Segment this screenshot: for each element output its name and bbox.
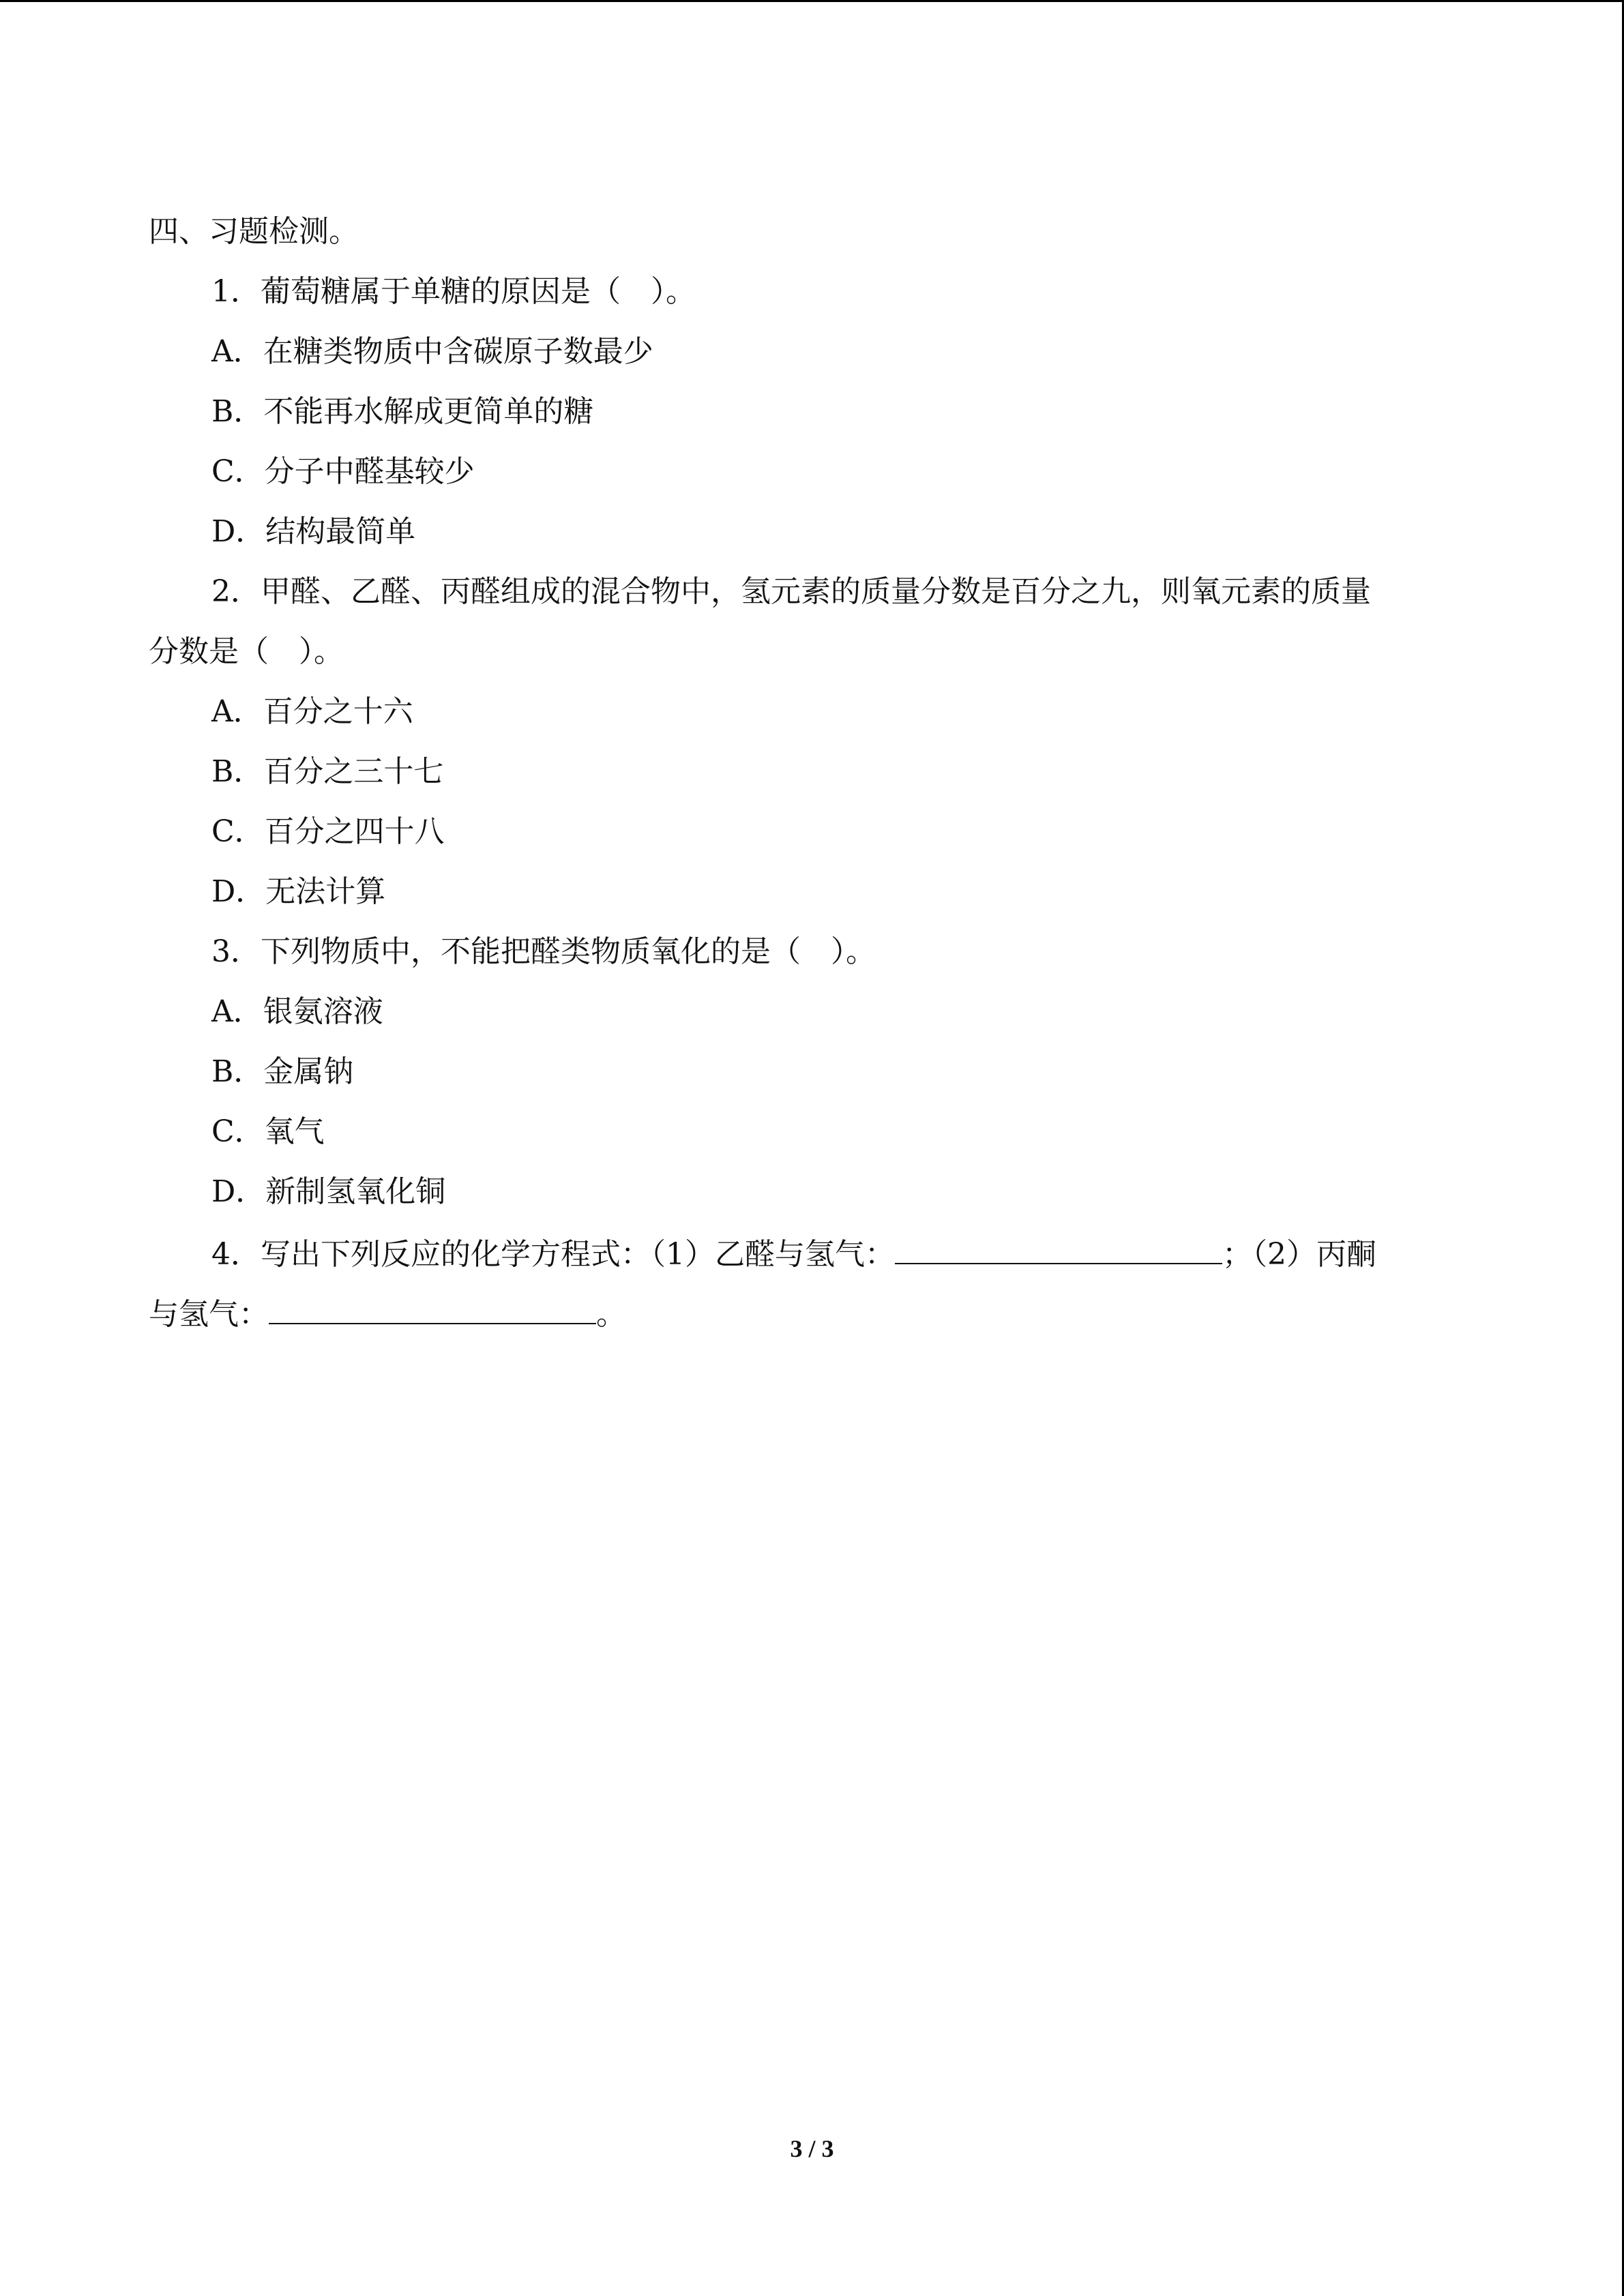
question-3-stem: 3．下列物质中，不能把醛类物质氧化的是（ ）。 [211, 934, 876, 969]
question-3-option-d: D．新制氢氧化铜 [211, 1174, 446, 1209]
question-4-end-mark: 。 [596, 1297, 626, 1332]
question-1-option-d: D．结构最简单 [211, 514, 416, 549]
question-2-stem-line-1: 2．甲醛、乙醛、丙醛组成的混合物中，氢元素的质量分数是百分之九，则氧元素的质量 [211, 574, 1371, 609]
answer-blank-1[interactable] [895, 1233, 1222, 1264]
question-3-option-c: C．氧气 [211, 1114, 325, 1149]
question-2-option-c: C．百分之四十八 [211, 814, 445, 849]
question-1-stem: 1．葡萄糖属于单糖的原因是（ ）。 [211, 274, 696, 309]
question-1-option-a: A．在糖类物质中含碳原子数最少 [211, 334, 653, 369]
question-1-option-c: C．分子中醛基较少 [211, 454, 475, 489]
page-number: 3 / 3 [790, 2135, 834, 2162]
question-2-option-a: A．百分之十六 [211, 694, 413, 729]
question-4-line-2 [149, 1293, 626, 1335]
question-4-line-1 [211, 1233, 1376, 1275]
page-top-border [0, 0, 1624, 2]
question-4-part-2-prompt: 与氢气： [149, 1297, 269, 1332]
question-3-option-b: B．金属钠 [211, 1054, 354, 1089]
question-4-part-2-label: ；（2）丙酮 [1222, 1237, 1376, 1272]
section-title: 四、习题检测。 [149, 214, 359, 249]
question-2-stem-line-2: 分数是（ ）。 [149, 634, 344, 669]
question-4-prompt: 4．写出下列反应的化学方程式：（1）乙醛与氢气： [211, 1237, 895, 1272]
question-3-option-a: A．银氨溶液 [211, 994, 383, 1029]
question-2-option-b: B．百分之三十七 [211, 754, 444, 789]
question-1-option-b: B．不能再水解成更简单的糖 [211, 394, 594, 429]
question-2-option-d: D．无法计算 [211, 874, 386, 909]
answer-blank-2[interactable] [269, 1293, 596, 1324]
